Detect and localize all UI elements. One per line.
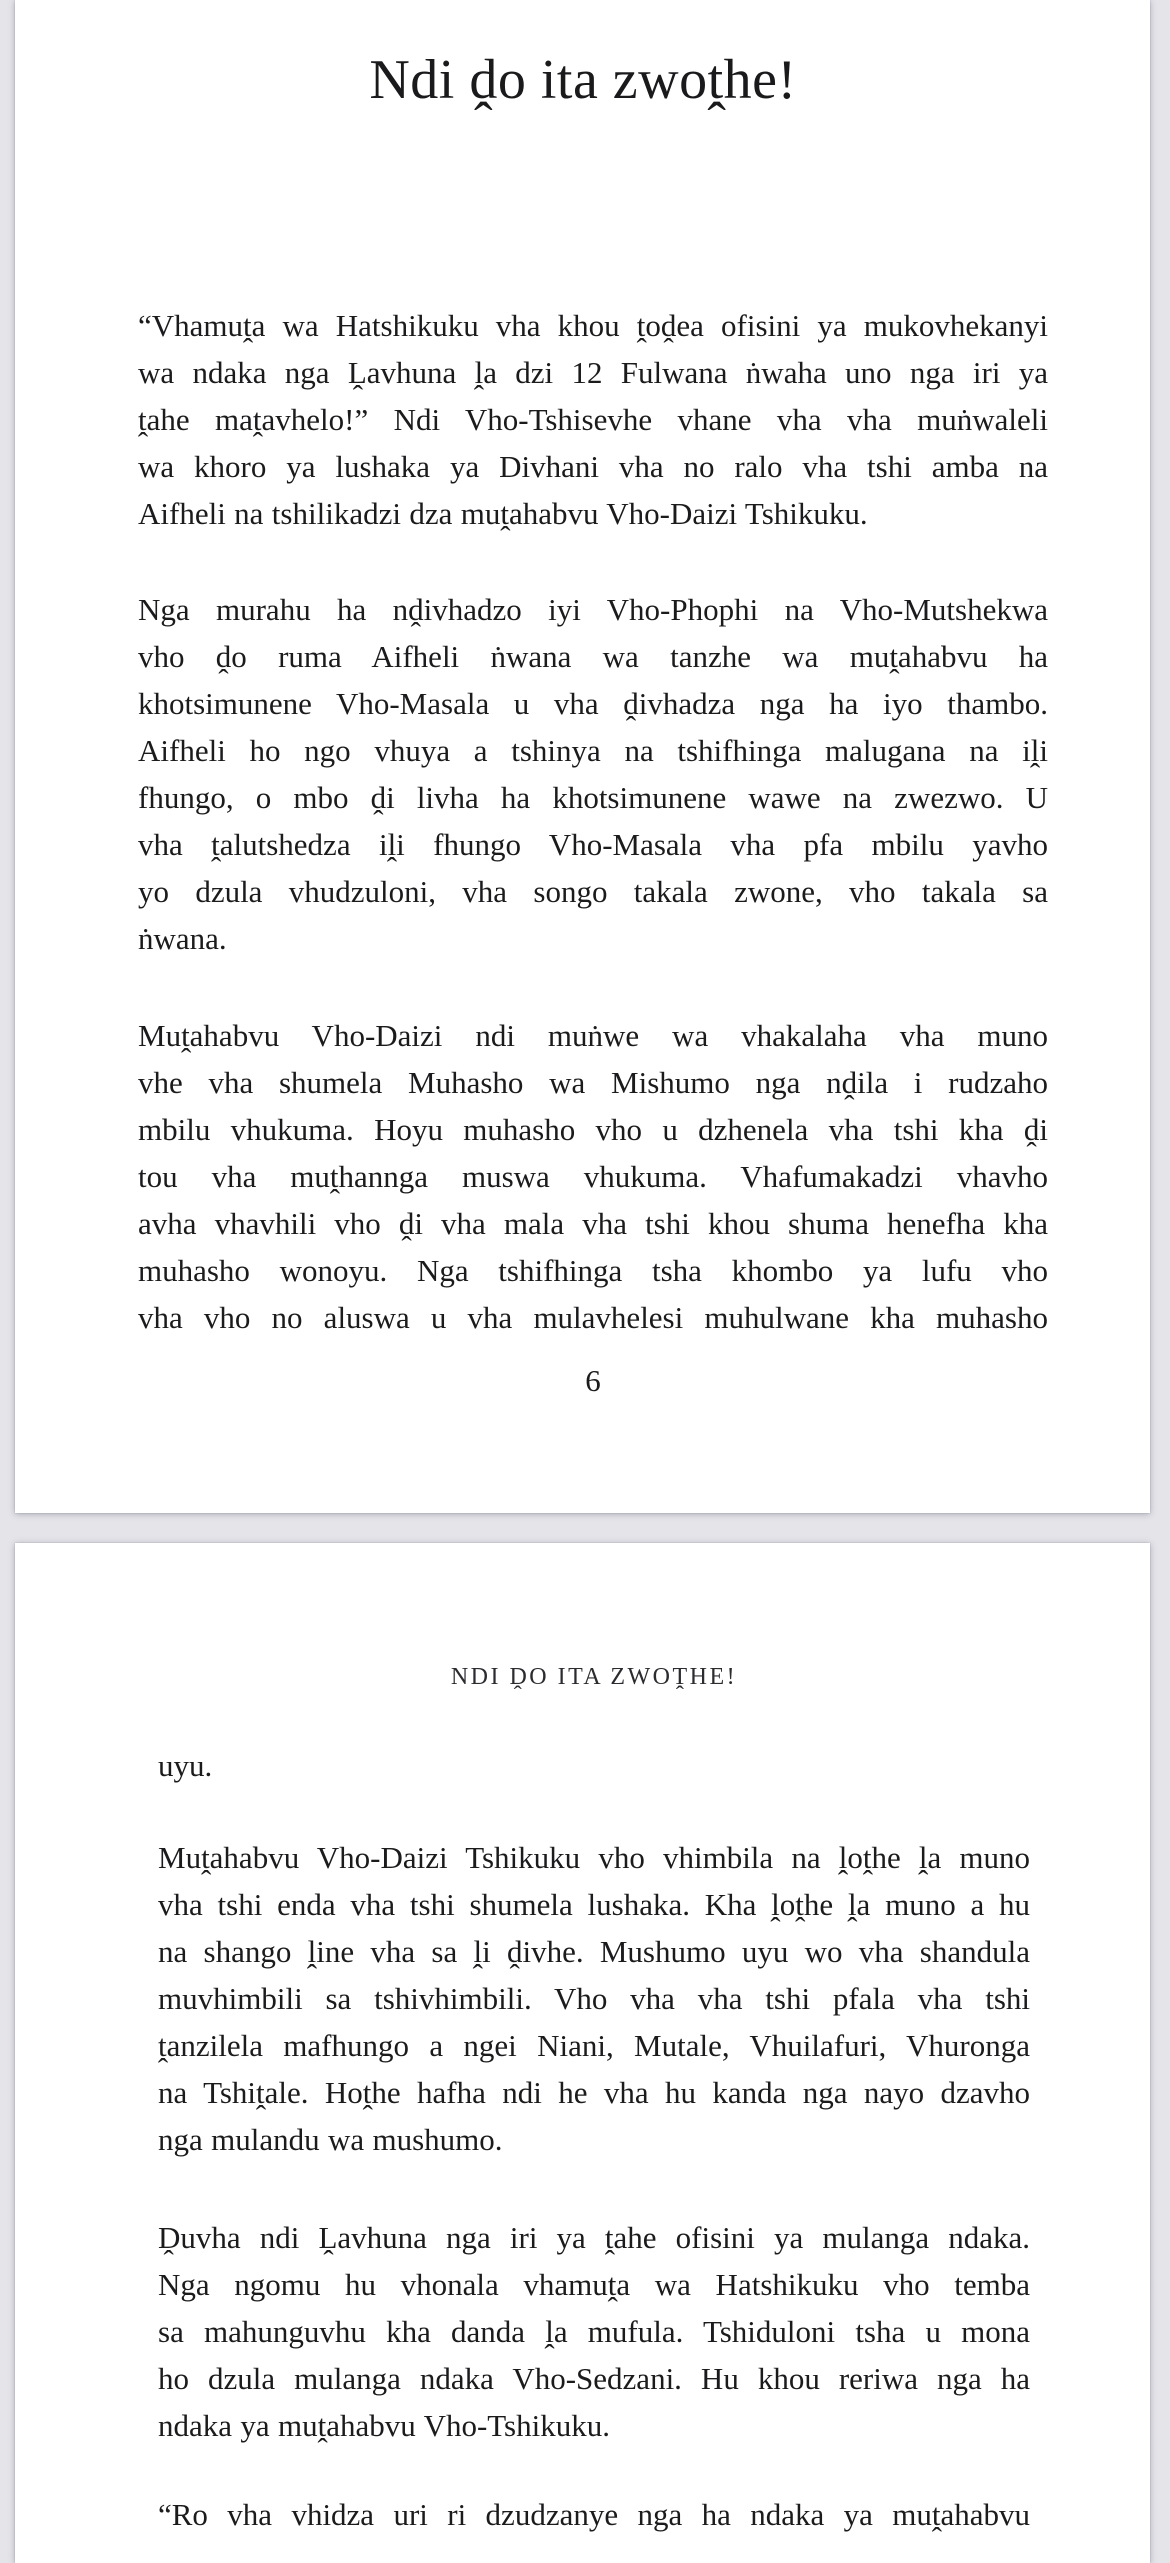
text-line: vha vho no aluswa u vha mulavhelesi muhulwane kha muhasho	[138, 1300, 1048, 1335]
text-line: ho dzula mulanga ndaka Vho-Sedzani. Hu khou reriwa nga ha	[158, 2361, 1030, 2396]
chapter-title: Ndi ḓo ita zwoṱhe!	[369, 49, 797, 111]
text-line: ṱanzilela mafhungo a ngei Niani, Mutale, Vhuilafuri, Vhuronga	[158, 2028, 1030, 2063]
text-line: “Ro vha vhidza uri ri dzudzanye nga ha ndaka ya muṱahabvu	[158, 2497, 1030, 2532]
paragraph	[138, 302, 1048, 537]
text-line: ṱahe maṱavhelo!” Ndi Vho-Tshisevhe vhane vha vha muṅwaleli	[138, 402, 1048, 437]
text-line: vho ḓo ruma Aifheli ṅwana wa tanzhe wa muṱahabvu ha	[138, 639, 1048, 674]
text-line: vha ṱalutshedza iḽi fhungo Vho-Masala vha pfa mbilu yavho	[138, 827, 1048, 862]
text-line: Nga ngomu hu vhonala vhamuṱa wa Hatshikuku vho temba	[158, 2267, 1030, 2302]
text-line: na Tshiṱale. Hoṱhe hafha ndi he vha hu kanda nga nayo dzavho	[158, 2075, 1030, 2110]
text-line: tou vha muṱhannga muswa vhukuma. Vhafumakadzi vhavho	[138, 1159, 1048, 1194]
text-line: ndaka ya muṱahabvu Vho-Tshikuku.	[158, 2408, 610, 2443]
text-line: Aifheli na tshilikadzi dza muṱahabvu Vho-Daizi Tshikuku.	[138, 496, 868, 531]
text-line: Muṱahabvu Vho-Daizi ndi muṅwe wa vhakalaha vha muno	[138, 1018, 1048, 1053]
book-page-left[interactable]	[15, 0, 1150, 1513]
page-number: 6	[585, 1363, 601, 1398]
book-page-right[interactable]	[15, 1543, 1150, 2563]
text-line: muvhimbili sa tshivhimbili. Vho vha vha tshi pfala vha tshi	[158, 1981, 1030, 2016]
text-line: “Vhamuṱa wa Hatshikuku vha khou ṱoḓea ofisini ya mukovhekanyi	[138, 308, 1048, 343]
paragraph	[138, 1012, 1048, 1341]
text-line: uyu.	[158, 1748, 213, 1783]
paragraph	[158, 1742, 1030, 1789]
paragraph	[158, 2214, 1030, 2449]
text-line: Ḓuvha ndi Ḽavhuna nga iri ya ṱahe ofisini ya mulanga ndaka.	[158, 2220, 1030, 2255]
text-line: na shango ḽine vha sa ḽi ḓivhe. Mushumo uyu wo vha shandula	[158, 1934, 1030, 1969]
paragraph	[158, 1834, 1030, 2163]
text-line: mbilu vhukuma. Hoyu muhasho vho u dzhenela vha tshi kha ḓi	[138, 1112, 1048, 1147]
running-header: NDI ḒO ITA ZWOṰHE!	[450, 1664, 738, 1690]
paragraph	[158, 2491, 1030, 2538]
text-line: Aifheli ho ngo vhuya a tshinya na tshifhinga malugana na iḽi	[138, 733, 1048, 768]
text-line: ṅwana.	[138, 921, 227, 956]
text-line: vha tshi enda vha tshi shumela lushaka. Kha ḽoṱhe ḽa muno a hu	[158, 1887, 1030, 1922]
text-line: Muṱahabvu Vho-Daizi Tshikuku vho vhimbila na ḽoṱhe ḽa muno	[158, 1840, 1030, 1875]
text-line: muhasho wonoyu. Nga tshifhinga tsha khombo ya lufu vho	[138, 1253, 1048, 1288]
text-line: sa mahunguvhu kha danda ḽa mufula. Tshiduloni tsha u mona	[158, 2314, 1030, 2349]
text-line: fhungo, o mbo ḓi livha ha khotsimunene wawe na zwezwo. U	[138, 780, 1048, 815]
text-line: wa khoro ya lushaka ya Divhani vha no ralo vha tshi amba na	[138, 449, 1048, 484]
text-line: Nga murahu ha nḓivhadzo iyi Vho-Phophi na Vho-Mutshekwa	[138, 592, 1048, 627]
text-line: yo dzula vhudzuloni, vha songo takala zwone, vho takala sa	[138, 874, 1048, 909]
text-line: nga mulandu wa mushumo.	[158, 2122, 503, 2157]
paragraph	[138, 586, 1048, 962]
text-line: vhe vha shumela Muhasho wa Mishumo nga nḓila i rudzaho	[138, 1065, 1048, 1100]
text-line: avha vhavhili vho ḓi vha mala vha tshi khou shuma henefha kha	[138, 1206, 1048, 1241]
text-line: khotsimunene Vho-Masala u vha ḓivhadza nga ha iyo thambo.	[138, 686, 1048, 721]
text-line: wa ndaka nga Ḽavhuna ḽa dzi 12 Fulwana ṅwaha uno nga iri ya	[138, 355, 1048, 390]
